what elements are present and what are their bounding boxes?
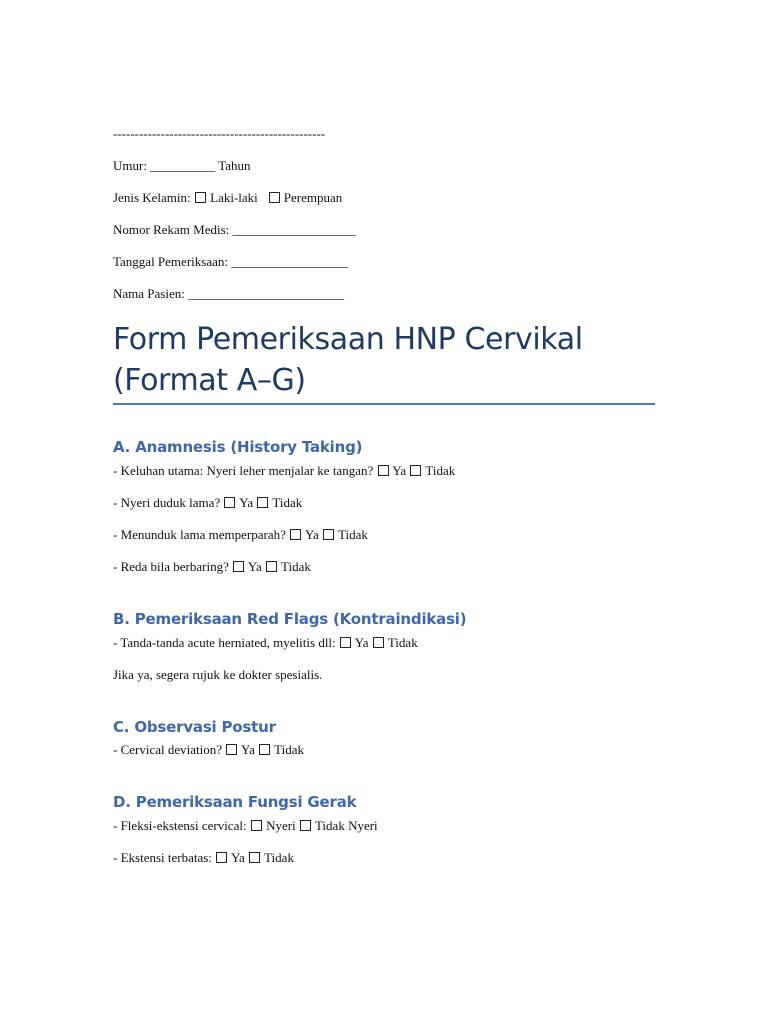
- option-label: Tidak: [338, 527, 368, 542]
- question-text: - Reda bila berbaring?: [113, 559, 229, 574]
- field-medical-record: Nomor Rekam Medis: ___________________: [113, 222, 357, 237]
- option-label: Ya: [354, 635, 369, 650]
- option-female: Perempuan: [283, 190, 343, 205]
- checkbox-icon[interactable]: [323, 529, 334, 540]
- checkbox-icon[interactable]: [266, 561, 277, 572]
- page-title: [113, 319, 658, 401]
- option-label: Tidak: [281, 559, 311, 574]
- option-label: Ya: [241, 742, 255, 757]
- option-label: Tidak: [425, 463, 456, 478]
- question-text: - Fleksi-ekstensi cervical:: [113, 818, 247, 833]
- section-a-heading: A. Anamnesis (History Taking): [113, 438, 363, 456]
- option-male: Laki-laki: [210, 190, 258, 205]
- section-a-item: [113, 495, 302, 511]
- option-label: Tidak Nyeri: [314, 818, 378, 833]
- section-a-item: [113, 527, 368, 543]
- section-a-item: [113, 463, 455, 479]
- option-label: Ya: [304, 527, 319, 542]
- option-label: Ya: [392, 463, 407, 478]
- field-patient-name: Nama Pasien: ________________________: [113, 286, 345, 301]
- field-gender-label: Jenis Kelamin:: [113, 190, 191, 205]
- section-c-item: [113, 742, 304, 758]
- checkbox-icon[interactable]: [269, 192, 280, 203]
- title-underline: [113, 403, 655, 405]
- section-b-item: [113, 635, 418, 651]
- checkbox-icon[interactable]: [290, 529, 301, 540]
- option-label: Tidak: [264, 850, 294, 865]
- field-exam-date: Tanggal Pemeriksaan: __________________: [113, 254, 349, 269]
- option-label: Tidak: [274, 742, 305, 757]
- section-d-heading: D. Pemeriksaan Fungsi Gerak: [113, 793, 357, 811]
- checkbox-icon[interactable]: [226, 744, 237, 755]
- checkbox-icon[interactable]: [340, 637, 351, 648]
- option-label: Ya: [230, 850, 245, 865]
- checkbox-icon[interactable]: [378, 465, 389, 476]
- field-age: Umur: __________ Tahun: [113, 158, 251, 173]
- section-d-item: [113, 818, 378, 834]
- checkbox-icon[interactable]: [373, 637, 384, 648]
- option-label: Tidak: [387, 635, 418, 650]
- checkbox-icon[interactable]: [259, 744, 270, 755]
- section-d-item: [113, 850, 294, 866]
- checkbox-icon[interactable]: [195, 192, 206, 203]
- checkbox-icon[interactable]: [410, 465, 421, 476]
- dashed-separator: -------------------------------------------------: [113, 126, 326, 141]
- checkbox-icon[interactable]: [251, 820, 262, 831]
- question-text: - Ekstensi terbatas:: [113, 850, 212, 865]
- checkbox-icon[interactable]: [216, 852, 227, 863]
- checkbox-icon[interactable]: [249, 852, 260, 863]
- checkbox-icon[interactable]: [257, 497, 268, 508]
- question-text: - Menunduk lama memperparah?: [113, 527, 286, 542]
- question-text: - Cervical deviation?: [113, 742, 223, 757]
- option-label: Nyeri: [266, 818, 296, 833]
- option-label: Tidak: [272, 495, 303, 510]
- option-label: Ya: [247, 559, 262, 574]
- title-line-2: (Format A–G): [113, 363, 306, 398]
- section-b-heading: B. Pemeriksaan Red Flags (Kontraindikasi): [113, 610, 467, 628]
- checkbox-icon[interactable]: [233, 561, 244, 572]
- question-text: - Keluhan utama: Nyeri leher menjalar ke tangan?: [113, 463, 374, 478]
- section-b-note: Jika ya, segera rujuk ke dokter spesialis.: [113, 667, 323, 682]
- checkbox-icon[interactable]: [224, 497, 235, 508]
- section-a-item: [113, 559, 311, 575]
- checkbox-icon[interactable]: [300, 820, 311, 831]
- section-c-heading: C. Observasi Postur: [113, 718, 276, 736]
- question-text: - Tanda-tanda acute herniated, myelitis dll:: [113, 635, 336, 650]
- field-gender: [113, 190, 342, 206]
- question-text: - Nyeri duduk lama?: [113, 495, 221, 510]
- option-label: Ya: [239, 495, 254, 510]
- title-line-1: Form Pemeriksaan HNP Cervikal: [113, 322, 583, 357]
